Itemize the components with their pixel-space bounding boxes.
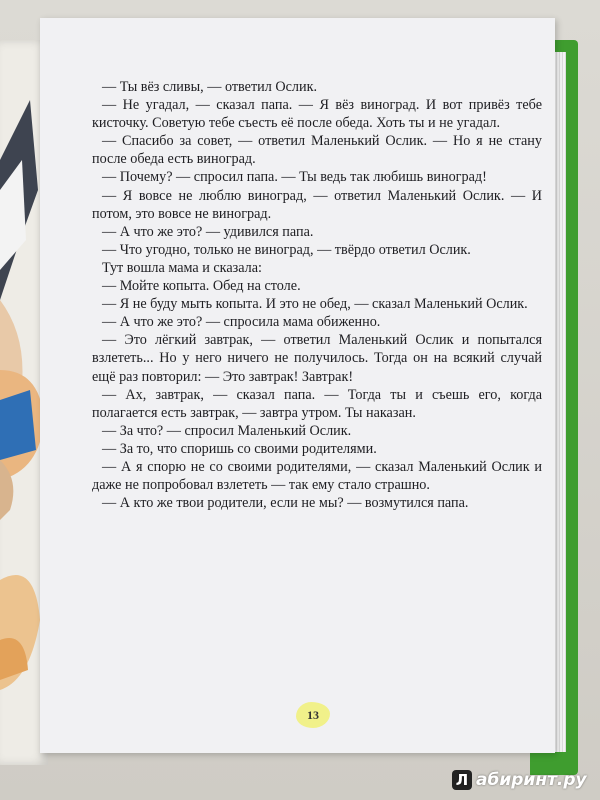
paragraph: — Что угодно, только не виноград, — твёрдо ответил Ослик. <box>102 241 471 258</box>
page-text <box>92 78 542 512</box>
paragraph: — А кто же твои родители, если не мы? — возмутился папа. <box>102 495 469 512</box>
watermark-text: абиринт.ру <box>476 770 587 790</box>
paragraph: — Мойте копыта. Обед на столе. <box>102 278 301 295</box>
paragraph: — Не угадал, — сказал папа. — Я вёз виноград. И вот привёз тебе кисточку. Советую тебе съесть её после обеда. Хоть ты и не угадал. <box>92 97 542 132</box>
paragraph: — Спасибо за совет, — ответил Маленький Ослик. — Но я не стану после обеда есть виноград. <box>92 133 542 168</box>
paragraph: — Ты вёз сливы, — ответил Ослик. <box>102 79 318 95</box>
paragraph: — А я спорю не со своими родителями, — сказал Маленький Ослик и даже не попробовал взлететь — так ему стало страшно. <box>92 458 542 494</box>
paragraph: — Это лёгкий завтрак, — ответил Маленький Ослик и попытался взлететь... Но у него ничего не получилось. Тогда он на всякий случай ещё раз повторил: — Это завтрак! Завтрак! <box>92 332 542 385</box>
paragraph: Тут вошла мама и сказала: <box>102 259 263 276</box>
watermark <box>452 766 592 794</box>
labirint-logo-icon: Л <box>452 770 472 790</box>
paragraph: — За то, что споришь со своими родителями. <box>102 440 377 457</box>
paragraph: — Я не буду мыть копыта. И это не обед, — сказал Маленький Ослик. <box>102 296 528 313</box>
page-number: 13 <box>296 702 330 728</box>
paragraph: — Ах, завтрак, — сказал папа. — Тогда ты и съешь его, когда полагается есть завтрак, — завтра утром. Ты наказан. <box>92 386 542 421</box>
paragraph: — Почему? — спросил папа. — Ты ведь так любишь виноград! <box>102 169 487 186</box>
book-page <box>40 18 555 753</box>
paragraph: — А что же это? — удивился папа. <box>102 223 314 240</box>
paragraph: — За что? — спросил Маленький Ослик. <box>102 422 352 439</box>
paragraph: — Я вовсе не люблю виноград, — ответил Маленький Ослик. — И потом, это вовсе не виноград. <box>92 187 542 222</box>
paragraph: — А что же это? — спросила мама обиженно. <box>102 314 381 331</box>
